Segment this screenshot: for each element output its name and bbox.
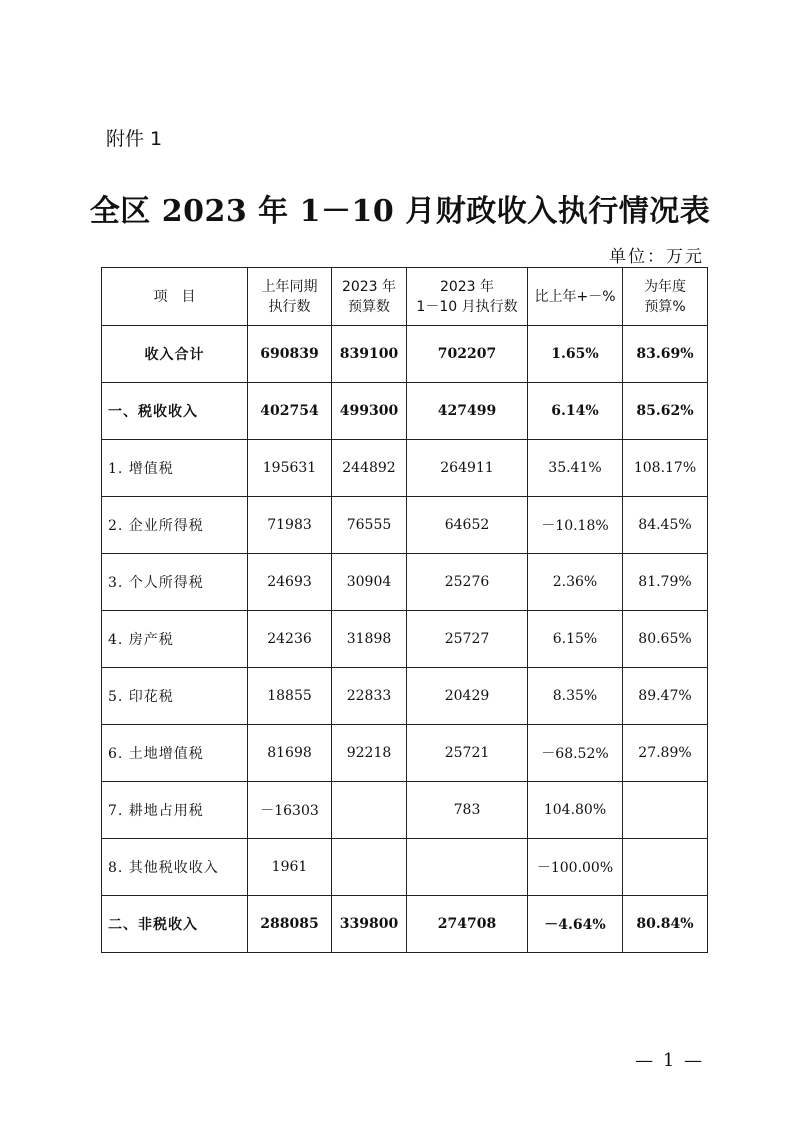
cell-pct [623,782,708,839]
cell-pct: 89.47% [623,668,708,725]
document-title: 全区 2023 年 1－10 月财政收入执行情况表 [89,194,711,229]
cell-pct: 108.17% [623,440,708,497]
cell-prev: 690839 [248,326,332,383]
cell-yoy: －4.64% [528,896,623,953]
header-prev-year: 上年同期 执行数 [248,268,332,326]
cell-yoy: 104.80% [528,782,623,839]
cell-pct [623,839,708,896]
cell-pct: 83.69% [623,326,708,383]
cell-yoy: －100.00% [528,839,623,896]
cell-budget: 22833 [332,668,407,725]
cell-budget: 339800 [332,896,407,953]
row-name: 8. 其他税收收入 [102,839,248,896]
cell-budget: 92218 [332,725,407,782]
cell-budget [332,839,407,896]
row-name: 2. 企业所得税 [102,497,248,554]
attachment-label: 附件 1 [106,128,163,150]
cell-prev: 195631 [248,440,332,497]
row-name: 3. 个人所得税 [102,554,248,611]
cell-exec: 702207 [407,326,528,383]
table-row [102,839,708,896]
cell-budget: 30904 [332,554,407,611]
cell-prev: 24236 [248,611,332,668]
table-row [102,668,708,725]
row-name: 7. 耕地占用税 [102,782,248,839]
cell-yoy: 6.14% [528,383,623,440]
cell-exec: 783 [407,782,528,839]
cell-prev: 288085 [248,896,332,953]
cell-budget: 76555 [332,497,407,554]
table-row [102,782,708,839]
cell-pct: 27.89% [623,725,708,782]
page-number: — 1 — [635,1050,704,1071]
cell-prev: 24693 [248,554,332,611]
row-name: 二、非税收入 [102,896,248,953]
cell-yoy: 1.65% [528,326,623,383]
table-row [102,725,708,782]
revenue-table [101,267,708,953]
row-name: 1. 增值税 [102,440,248,497]
cell-yoy: －10.18% [528,497,623,554]
header-item: 项 目 [102,268,248,326]
cell-exec: 20429 [407,668,528,725]
cell-exec: 264911 [407,440,528,497]
table-row [102,554,708,611]
table-row-total [102,326,708,383]
cell-prev: 1961 [248,839,332,896]
cell-exec: 25727 [407,611,528,668]
cell-prev: 71983 [248,497,332,554]
cell-yoy: －68.52% [528,725,623,782]
table-row [102,611,708,668]
cell-budget: 499300 [332,383,407,440]
table-row [102,440,708,497]
row-name: 6. 土地增值税 [102,725,248,782]
cell-yoy: 35.41% [528,440,623,497]
header-budget: 2023 年 预算数 [332,268,407,326]
cell-yoy: 2.36% [528,554,623,611]
cell-exec: 274708 [407,896,528,953]
cell-exec: 25276 [407,554,528,611]
row-name: 4. 房产税 [102,611,248,668]
cell-exec [407,839,528,896]
cell-exec: 64652 [407,497,528,554]
cell-budget: 839100 [332,326,407,383]
cell-prev: 402754 [248,383,332,440]
table-header-row [102,268,708,326]
table-row [102,896,708,953]
header-yoy: 比上年+－% [528,268,623,326]
unit-label: 单位：万元 [609,247,704,267]
cell-pct: 80.84% [623,896,708,953]
cell-exec: 427499 [407,383,528,440]
cell-budget: 244892 [332,440,407,497]
cell-pct: 84.45% [623,497,708,554]
cell-yoy: 8.35% [528,668,623,725]
cell-pct: 81.79% [623,554,708,611]
cell-pct: 85.62% [623,383,708,440]
cell-budget [332,782,407,839]
row-name: 5. 印花税 [102,668,248,725]
header-budget-pct: 为年度 预算% [623,268,708,326]
cell-prev: 18855 [248,668,332,725]
cell-prev: 81698 [248,725,332,782]
row-name: 收入合计 [102,326,248,383]
cell-exec: 25721 [407,725,528,782]
cell-yoy: 6.15% [528,611,623,668]
cell-prev: －16303 [248,782,332,839]
table-row [102,383,708,440]
cell-budget: 31898 [332,611,407,668]
header-execution: 2023 年 1－10 月执行数 [407,268,528,326]
row-name: 一、税收收入 [102,383,248,440]
cell-pct: 80.65% [623,611,708,668]
table-row [102,497,708,554]
